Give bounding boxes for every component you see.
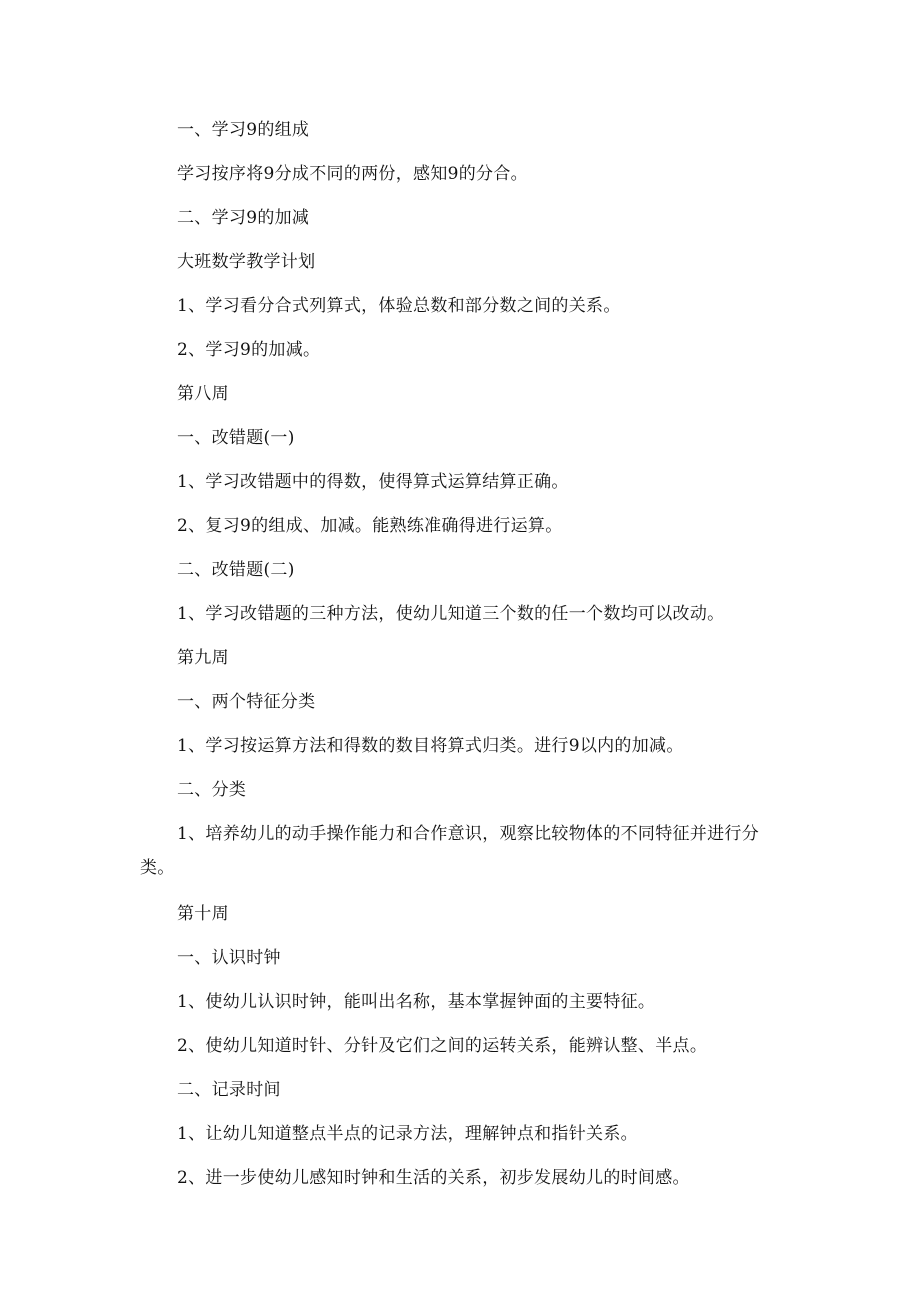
paragraph: 1、使幼儿认识时钟，能叫出名称，基本掌握钟面的主要特征。: [177, 992, 656, 1012]
subheading: 二、分类: [177, 780, 247, 800]
subheading: 一、两个特征分类: [177, 692, 316, 712]
paragraph: 2、学习9的加减。: [177, 340, 321, 360]
paragraph: 2、复习9的组成、加减。能熟练准确得进行运算。: [177, 516, 563, 536]
subheading: 二、改错题(二): [177, 560, 295, 580]
subheading: 二、记录时间: [177, 1080, 281, 1100]
paragraph: 1、学习改错题的三种方法，使幼儿知道三个数的任一个数均可以改动。: [177, 604, 725, 624]
subheading: 一、认识时钟: [177, 948, 281, 968]
paragraph: 1、学习按运算方法和得数的数目将算式归类。进行9以内的加减。: [177, 736, 684, 756]
week-heading: 第八周: [177, 384, 229, 404]
paragraph: 2、使幼儿知道时针、分针及它们之间的运转关系，能辨认整、半点。: [177, 1036, 708, 1056]
paragraph: 1、学习看分合式列算式，体验总数和部分数之间的关系。: [177, 296, 621, 316]
paragraph: 1、学习改错题中的得数，使得算式运算结算正确。: [177, 472, 569, 492]
heading-learn-9-add-subtract: 二、学习9的加减: [177, 208, 310, 228]
section-title: 大班数学教学计划: [177, 252, 316, 272]
paragraph: 1、让幼儿知道整点半点的记录方法，理解钟点和指针关系。: [177, 1124, 638, 1144]
heading-learn-9-composition: 一、学习9的组成: [177, 120, 310, 140]
week-heading: 第九周: [177, 648, 229, 668]
paragraph-wrapped: 1、培养幼儿的动手操作能力和合作意识，观察比较物体的不同特征并进行分类。: [140, 824, 760, 878]
week-heading: 第十周: [177, 904, 229, 924]
paragraph: 学习按序将9分成不同的两份，感知9的分合。: [177, 164, 528, 184]
paragraph: 2、进一步使幼儿感知时钟和生活的关系，初步发展幼儿的时间感。: [177, 1168, 690, 1188]
subheading: 一、改错题(一): [177, 428, 295, 448]
